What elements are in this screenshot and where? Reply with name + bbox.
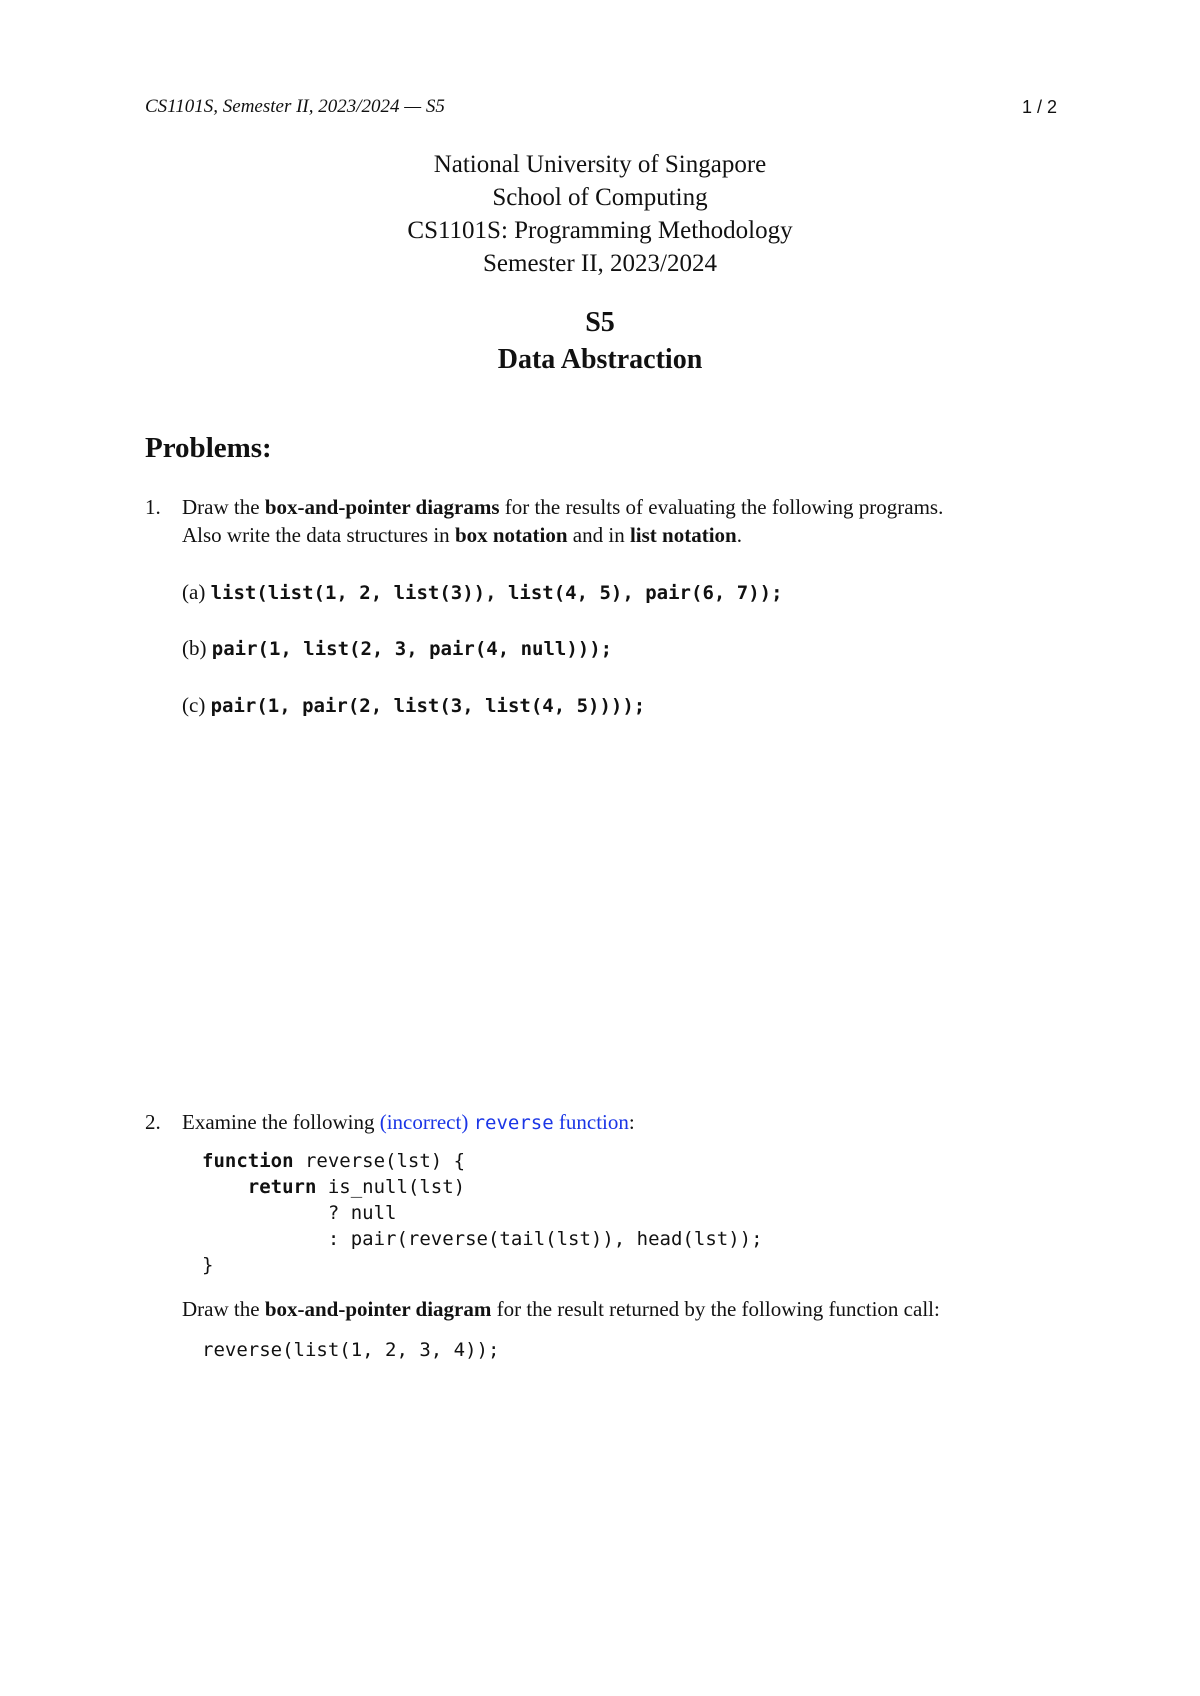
semester: Semester II, 2023/2024 bbox=[483, 250, 717, 277]
code-snippet: pair(1, list(2, 3, pair(4, null))); bbox=[211, 638, 613, 660]
bold-term: box-and-pointer diagram bbox=[264, 1297, 492, 1321]
sheet-title: Data Abstraction bbox=[497, 344, 703, 375]
title-block bbox=[0, 148, 1200, 280]
code-snippet: pair(1, pair(2, list(3, list(4, 5)))); bbox=[210, 695, 646, 717]
reverse-link[interactable]: (incorrect) reverse function bbox=[379, 1110, 629, 1134]
reverse-code-block: function reverse(lst) { return is_null(lst) ? null : pair(reverse(tail(lst)), head(lst)); } bbox=[202, 1150, 763, 1276]
question-2-instruction: Draw the box-and-pointer diagram for the result returned by the following function call: bbox=[182, 1297, 940, 1321]
bold-term: list notation bbox=[629, 523, 737, 547]
bold-term: box-and-pointer diagrams bbox=[264, 495, 500, 519]
question-1-line-2: Also write the data structures in box notation and in list notation. bbox=[182, 523, 742, 547]
code-snippet: list(list(1, 2, list(3)), list(4, 5), pair(6, 7)); bbox=[210, 582, 783, 604]
question-2-intro: Examine the following (incorrect) reverse function: bbox=[182, 1110, 635, 1134]
course-name: CS1101S: Programming Methodology bbox=[407, 217, 793, 244]
sheet-code: S5 bbox=[585, 307, 615, 338]
university-name: National University of Singapore bbox=[433, 151, 767, 178]
question-1c: (c) pair(1, pair(2, list(3, list(4, 5)))); bbox=[182, 693, 646, 717]
question-1a: (a) list(list(1, 2, list(3)), list(4, 5), pair(6, 7)); bbox=[182, 580, 783, 604]
question-1b: (b) pair(1, list(2, 3, pair(4, null))); bbox=[182, 636, 613, 660]
problems-heading: Problems: bbox=[145, 432, 272, 464]
question-1-number: 1. bbox=[145, 495, 161, 519]
bold-term: box notation bbox=[454, 523, 568, 547]
page-number: 1 / 2 bbox=[1021, 97, 1057, 117]
reverse-call-code: reverse(list(1, 2, 3, 4)); bbox=[202, 1339, 500, 1361]
question-2-number: 2. bbox=[145, 1110, 161, 1134]
question-1-line-1: Draw the box-and-pointer diagrams for the results of evaluating the following programs. bbox=[182, 495, 944, 519]
running-header-course: CS1101S, Semester II, 2023/2024 — S5 bbox=[145, 96, 445, 117]
school-name: School of Computing bbox=[492, 184, 708, 211]
